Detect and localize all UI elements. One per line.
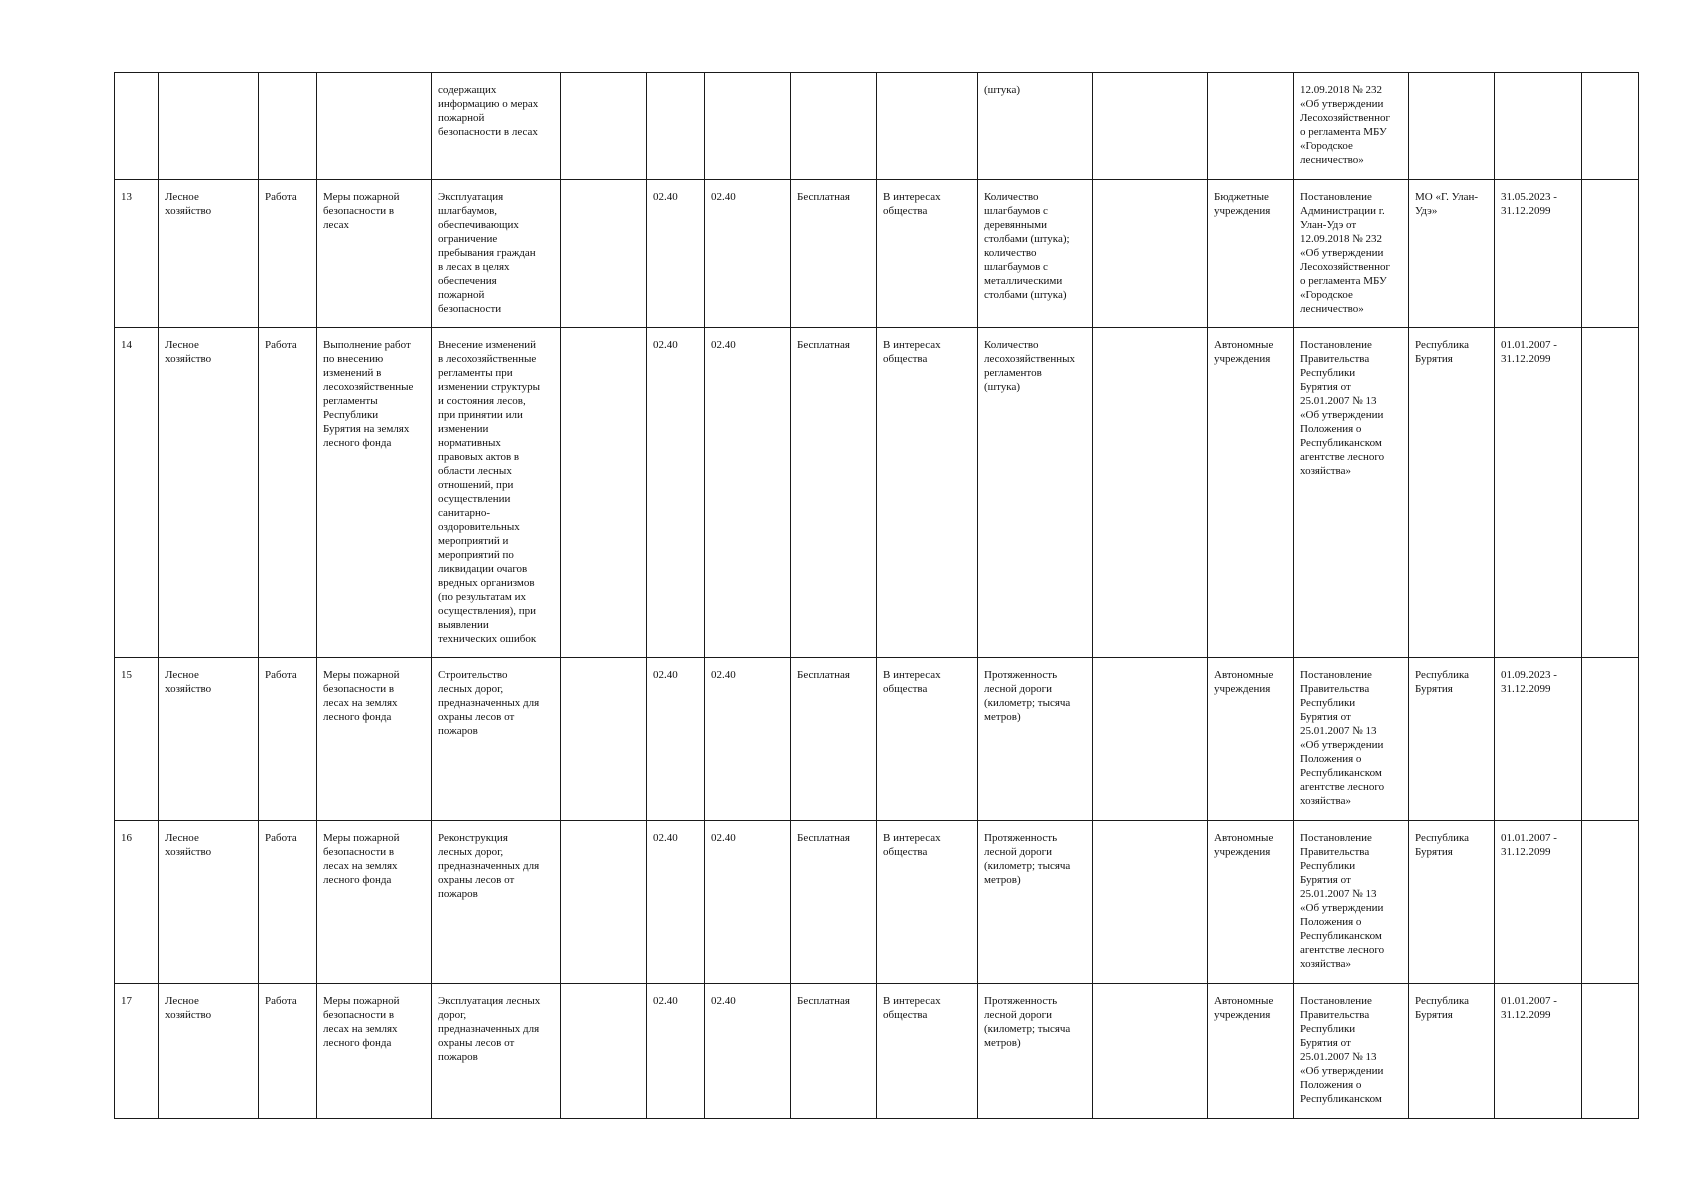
period-cell: 01.01.2007 - 31.12.2099 [1495,984,1582,1119]
empty-cell [1582,821,1639,984]
code-cell: 02.40 [647,328,705,658]
institution-cell [1208,73,1294,180]
name-cell [317,73,432,180]
sphere-cell: Лесное хозяйство [159,658,259,821]
indicator-cell: Количество лесохозяйственных регламентов (штука) [978,328,1093,658]
body-cell: МО «Г. Улан- Удэ» [1409,180,1495,328]
row-number-cell: 17 [115,984,159,1119]
empty-cell [561,984,647,1119]
empty-cell [561,73,647,180]
sphere-cell [159,73,259,180]
interest-cell: В интересах общества [877,821,978,984]
legal-act-cell: 12.09.2018 № 232 «Об утверждении Лесохозяйственног о регламента МБУ «Городское лесничество» [1294,73,1409,180]
table-row [115,180,1639,328]
payment-cell: Бесплатная [791,328,877,658]
empty-cell [561,658,647,821]
interest-cell [877,73,978,180]
code-cell: 02.40 [647,658,705,821]
content-cell: Внесение изменений в лесохозяйственные регламенты при изменении структуры и состояния лесов, при принятии или изменении нормативных правовых актов в области лесных отношений, при осуществлении санитарно- оздоровительных мероприятий и мероприятий по ликвидации очагов вредных организмов (по результатам их осуществления), при выявлении технических ошибок [432,328,561,658]
content-cell: Реконструкция лесных дорог, предназначенных для охраны лесов от пожаров [432,821,561,984]
empty-cell [1093,984,1208,1119]
name-cell: Меры пожарной безопасности в лесах на землях лесного фонда [317,658,432,821]
row-number-cell: 15 [115,658,159,821]
empty-cell [1093,180,1208,328]
type-cell: Работа [259,984,317,1119]
period-cell [1495,73,1582,180]
body-cell: Республика Бурятия [1409,658,1495,821]
code-cell: 02.40 [705,984,791,1119]
content-cell: Строительство лесных дорог, предназначенных для охраны лесов от пожаров [432,658,561,821]
legal-act-cell: Постановление Правительства Республики Бурятия от 25.01.2007 № 13 «Об утверждении Положения о Республиканском [1294,984,1409,1119]
empty-cell [1582,73,1639,180]
indicator-cell: Протяженность лесной дороги (километр; тысяча метров) [978,658,1093,821]
code-cell [647,73,705,180]
content-cell: Эксплуатация лесных дорог, предназначенных для охраны лесов от пожаров [432,984,561,1119]
registry-table [114,72,1639,1119]
empty-cell [1582,180,1639,328]
body-cell [1409,73,1495,180]
type-cell: Работа [259,180,317,328]
row-number-cell: 14 [115,328,159,658]
table-row [115,821,1639,984]
payment-cell [791,73,877,180]
empty-cell [561,821,647,984]
empty-cell [1093,658,1208,821]
table-row [115,328,1639,658]
indicator-cell: Протяженность лесной дороги (километр; тысяча метров) [978,821,1093,984]
empty-cell [1093,821,1208,984]
code-cell: 02.40 [705,658,791,821]
institution-cell: Автономные учреждения [1208,328,1294,658]
period-cell: 01.01.2007 - 31.12.2099 [1495,328,1582,658]
interest-cell: В интересах общества [877,984,978,1119]
table-row [115,73,1639,180]
code-cell: 02.40 [647,821,705,984]
institution-cell: Бюджетные учреждения [1208,180,1294,328]
sphere-cell: Лесное хозяйство [159,180,259,328]
empty-cell [1582,328,1639,658]
code-cell: 02.40 [647,984,705,1119]
type-cell [259,73,317,180]
sphere-cell: Лесное хозяйство [159,984,259,1119]
period-cell: 31.05.2023 - 31.12.2099 [1495,180,1582,328]
type-cell: Работа [259,821,317,984]
empty-cell [561,328,647,658]
empty-cell [1582,984,1639,1119]
table-row [115,658,1639,821]
name-cell: Меры пожарной безопасности в лесах на землях лесного фонда [317,821,432,984]
interest-cell: В интересах общества [877,180,978,328]
sphere-cell: Лесное хозяйство [159,328,259,658]
legal-act-cell: Постановление Правительства Республики Бурятия от 25.01.2007 № 13 «Об утверждении Положения о Республиканском агентстве лесного хозяйства» [1294,328,1409,658]
legal-act-cell: Постановление Правительства Республики Бурятия от 25.01.2007 № 13 «Об утверждении Положения о Республиканском агентстве лесного хозяйства» [1294,821,1409,984]
code-cell: 02.40 [647,180,705,328]
payment-cell: Бесплатная [791,821,877,984]
content-cell: Эксплуатация шлагбаумов, обеспечивающих ограничение пребывания граждан в лесах в целях обеспечения пожарной безопасности [432,180,561,328]
body-cell: Республика Бурятия [1409,328,1495,658]
body-cell: Республика Бурятия [1409,821,1495,984]
empty-cell [561,180,647,328]
payment-cell: Бесплатная [791,180,877,328]
payment-cell: Бесплатная [791,658,877,821]
interest-cell: В интересах общества [877,328,978,658]
body-cell: Республика Бурятия [1409,984,1495,1119]
name-cell: Меры пожарной безопасности в лесах на землях лесного фонда [317,984,432,1119]
indicator-cell: Протяженность лесной дороги (километр; тысяча метров) [978,984,1093,1119]
period-cell: 01.09.2023 - 31.12.2099 [1495,658,1582,821]
row-number-cell: 13 [115,180,159,328]
institution-cell: Автономные учреждения [1208,821,1294,984]
sphere-cell: Лесное хозяйство [159,821,259,984]
legal-act-cell: Постановление Правительства Республики Бурятия от 25.01.2007 № 13 «Об утверждении Положения о Республиканском агентстве лесного хозяйства» [1294,658,1409,821]
empty-cell [1582,658,1639,821]
type-cell: Работа [259,328,317,658]
code-cell [705,73,791,180]
indicator-cell: Количество шлагбаумов с деревянными столбами (штука); количество шлагбаумов с металлическими столбами (штука) [978,180,1093,328]
code-cell: 02.40 [705,180,791,328]
code-cell: 02.40 [705,328,791,658]
empty-cell [1093,328,1208,658]
empty-cell [1093,73,1208,180]
name-cell: Выполнение работ по внесению изменений в лесохозяйственные регламенты Республики Бурятия на землях лесного фонда [317,328,432,658]
row-number-cell: 16 [115,821,159,984]
indicator-cell: (штука) [978,73,1093,180]
row-number-cell [115,73,159,180]
table-row [115,984,1639,1119]
type-cell: Работа [259,658,317,821]
institution-cell: Автономные учреждения [1208,984,1294,1119]
institution-cell: Автономные учреждения [1208,658,1294,821]
payment-cell: Бесплатная [791,984,877,1119]
period-cell: 01.01.2007 - 31.12.2099 [1495,821,1582,984]
legal-act-cell: Постановление Администрации г. Улан-Удэ от 12.09.2018 № 232 «Об утверждении Лесохозяйственног о регламента МБУ «Городское лесничество» [1294,180,1409,328]
name-cell: Меры пожарной безопасности в лесах [317,180,432,328]
interest-cell: В интересах общества [877,658,978,821]
content-cell: содержащих информацию о мерах пожарной безопасности в лесах [432,73,561,180]
code-cell: 02.40 [705,821,791,984]
